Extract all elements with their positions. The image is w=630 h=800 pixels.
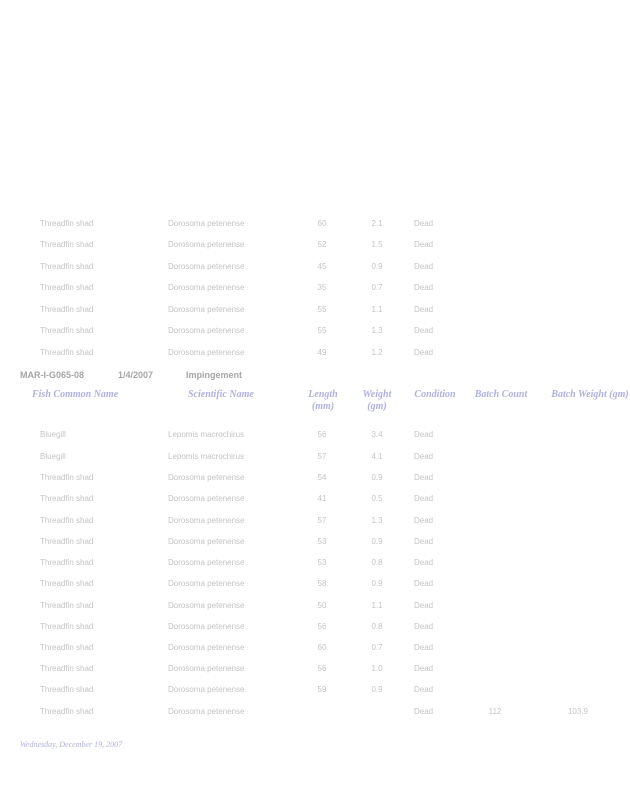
scientific-name-cell: Dorosoma petenense [168,240,245,249]
weight-cell: 0.8 [371,558,383,567]
common-name-cell: Threadfin shad [40,473,94,482]
table-row [0,601,618,615]
table-row [0,452,618,466]
condition-cell: Dead [414,452,434,461]
header-scientific-name: Scientific Name [188,389,254,400]
weight-cell: 3.4 [371,430,383,439]
scientific-name-cell: Lepomis macrochirus [168,430,245,439]
common-name-cell: Threadfin shad [40,579,94,588]
header-common-name: Fish Common Name [32,389,119,400]
weight-cell: 0.9 [371,579,383,588]
table-row [0,643,618,657]
scientific-name-cell: Dorosoma petenense [168,707,245,716]
length-cell: 53 [317,537,327,546]
table-row [0,558,618,572]
common-name-cell: Threadfin shad [40,494,94,503]
weight-cell: 0.5 [371,494,383,503]
common-name-cell: Threadfin shad [40,643,94,652]
common-name-cell: Threadfin shad [40,348,94,357]
length-cell: 55 [317,326,327,335]
scientific-name-cell: Dorosoma petenense [168,537,245,546]
condition-cell: Dead [414,305,434,314]
common-name-cell: Threadfin shad [40,601,94,610]
common-name-cell: Threadfin shad [40,326,94,335]
length-cell: 56 [317,664,327,673]
table-row [0,494,618,508]
footer-date: Wednesday, December 19, 2007 [20,740,123,749]
length-cell: 41 [317,494,327,503]
table-row [0,240,618,254]
scientific-name-cell: Dorosoma petenense [168,219,245,228]
batch-count-cell: 112 [488,707,502,716]
scientific-name-cell: Dorosoma petenense [168,558,245,567]
table-row [0,262,618,276]
sample-type: Impingement [186,370,243,380]
scientific-name-cell: Dorosoma petenense [168,622,245,631]
scientific-name-cell: Dorosoma petenense [168,601,245,610]
length-cell: 49 [317,348,327,357]
table-row [0,473,618,487]
table-row [0,219,618,233]
length-cell: 58 [317,579,327,588]
table-row [0,664,618,678]
common-name-cell: Bluegill [40,430,66,439]
header-batch-weight: Batch Weight (gm) [551,389,629,400]
condition-cell: Dead [414,262,434,271]
header-condition: Condition [414,389,456,400]
common-name-cell: Threadfin shad [40,262,94,271]
scientific-name-cell: Dorosoma petenense [168,643,245,652]
weight-cell: 0.9 [371,685,383,694]
header-batch-count: Batch Count [474,389,528,400]
table-row [0,326,618,340]
length-cell: 56 [317,622,327,631]
length-cell: 56 [317,430,327,439]
weight-cell: 0.9 [371,537,383,546]
length-cell: 54 [317,473,327,482]
sample-date: 1/4/2007 [118,370,154,380]
weight-cell: 0.7 [371,283,383,292]
weight-cell: 0.8 [371,622,383,631]
table-row [0,622,618,636]
weight-cell: 1.5 [371,240,383,249]
length-cell: 52 [317,240,327,249]
common-name-cell: Threadfin shad [40,622,94,631]
scientific-name-cell: Dorosoma petenense [168,305,245,314]
weight-cell: 1.0 [371,664,383,673]
length-cell: 53 [317,558,327,567]
condition-cell: Dead [414,240,434,249]
common-name-cell: Threadfin shad [40,664,94,673]
condition-cell: Dead [414,219,434,228]
scientific-name-cell: Dorosoma petenense [168,326,245,335]
length-cell: 55 [317,305,327,314]
condition-cell: Dead [414,622,434,631]
weight-cell: 0.9 [371,262,383,271]
common-name-cell: Bluegill [40,452,66,461]
length-cell: 57 [317,516,327,525]
table-row [0,707,618,721]
table-row [0,516,618,530]
table-row [0,537,618,551]
condition-cell: Dead [414,664,434,673]
common-name-cell: Threadfin shad [40,558,94,567]
weight-cell: 1.1 [371,601,383,610]
table-row [0,579,618,593]
table-row [0,430,618,444]
condition-cell: Dead [414,537,434,546]
weight-cell: 2.1 [371,219,383,228]
common-name-cell: Threadfin shad [40,219,94,228]
condition-cell: Dead [414,579,434,588]
column-headers [0,389,629,419]
scientific-name-cell: Dorosoma petenense [168,685,245,694]
scientific-name-cell: Dorosoma petenense [168,262,245,271]
length-cell: 60 [317,643,327,652]
common-name-cell: Threadfin shad [40,283,94,292]
condition-cell: Dead [414,473,434,482]
common-name-cell: Threadfin shad [40,516,94,525]
length-cell: 60 [317,219,327,228]
condition-cell: Dead [414,601,434,610]
condition-cell: Dead [414,707,434,716]
sample-id: MAR-I-G065-08 [20,370,85,380]
scientific-name-cell: Dorosoma petenense [168,283,245,292]
table-row [0,685,618,699]
weight-cell: 0.9 [371,473,383,482]
table-row [0,283,618,297]
weight-cell: 0.7 [371,643,383,652]
weight-cell: 4.1 [371,452,383,461]
scientific-name-cell: Dorosoma petenense [168,516,245,525]
condition-cell: Dead [414,558,434,567]
common-name-cell: Threadfin shad [40,537,94,546]
length-cell: 50 [317,601,327,610]
header-weight: Weight (gm) [362,389,392,412]
batch-weight-cell: 103.9 [567,707,589,716]
scientific-name-cell: Dorosoma petenense [168,579,245,588]
condition-cell: Dead [414,326,434,335]
condition-cell: Dead [414,643,434,652]
condition-cell: Dead [414,494,434,503]
weight-cell: 1.3 [371,516,383,525]
common-name-cell: Threadfin shad [40,685,94,694]
length-cell: 45 [317,262,327,271]
length-cell: 35 [317,283,327,292]
table-row [0,305,618,319]
header-length: Length (mm) [308,389,338,412]
common-name-cell: Threadfin shad [40,707,94,716]
scientific-name-cell: Dorosoma petenense [168,473,245,482]
length-cell: 59 [317,685,327,694]
scientific-name-cell: Dorosoma petenense [168,664,245,673]
scientific-name-cell: Dorosoma petenense [168,494,245,503]
length-cell: 57 [317,452,327,461]
weight-cell: 1.3 [371,326,383,335]
condition-cell: Dead [414,516,434,525]
weight-cell: 1.1 [371,305,383,314]
condition-cell: Dead [414,348,434,357]
condition-cell: Dead [414,685,434,694]
common-name-cell: Threadfin shad [40,240,94,249]
scientific-name-cell: Dorosoma petenense [168,348,245,357]
common-name-cell: Threadfin shad [40,305,94,314]
condition-cell: Dead [414,430,434,439]
table-row [0,348,618,362]
sample-header [20,370,320,384]
condition-cell: Dead [414,283,434,292]
scientific-name-cell: Lepomis macrochirus [168,452,245,461]
weight-cell: 1.2 [371,348,383,357]
